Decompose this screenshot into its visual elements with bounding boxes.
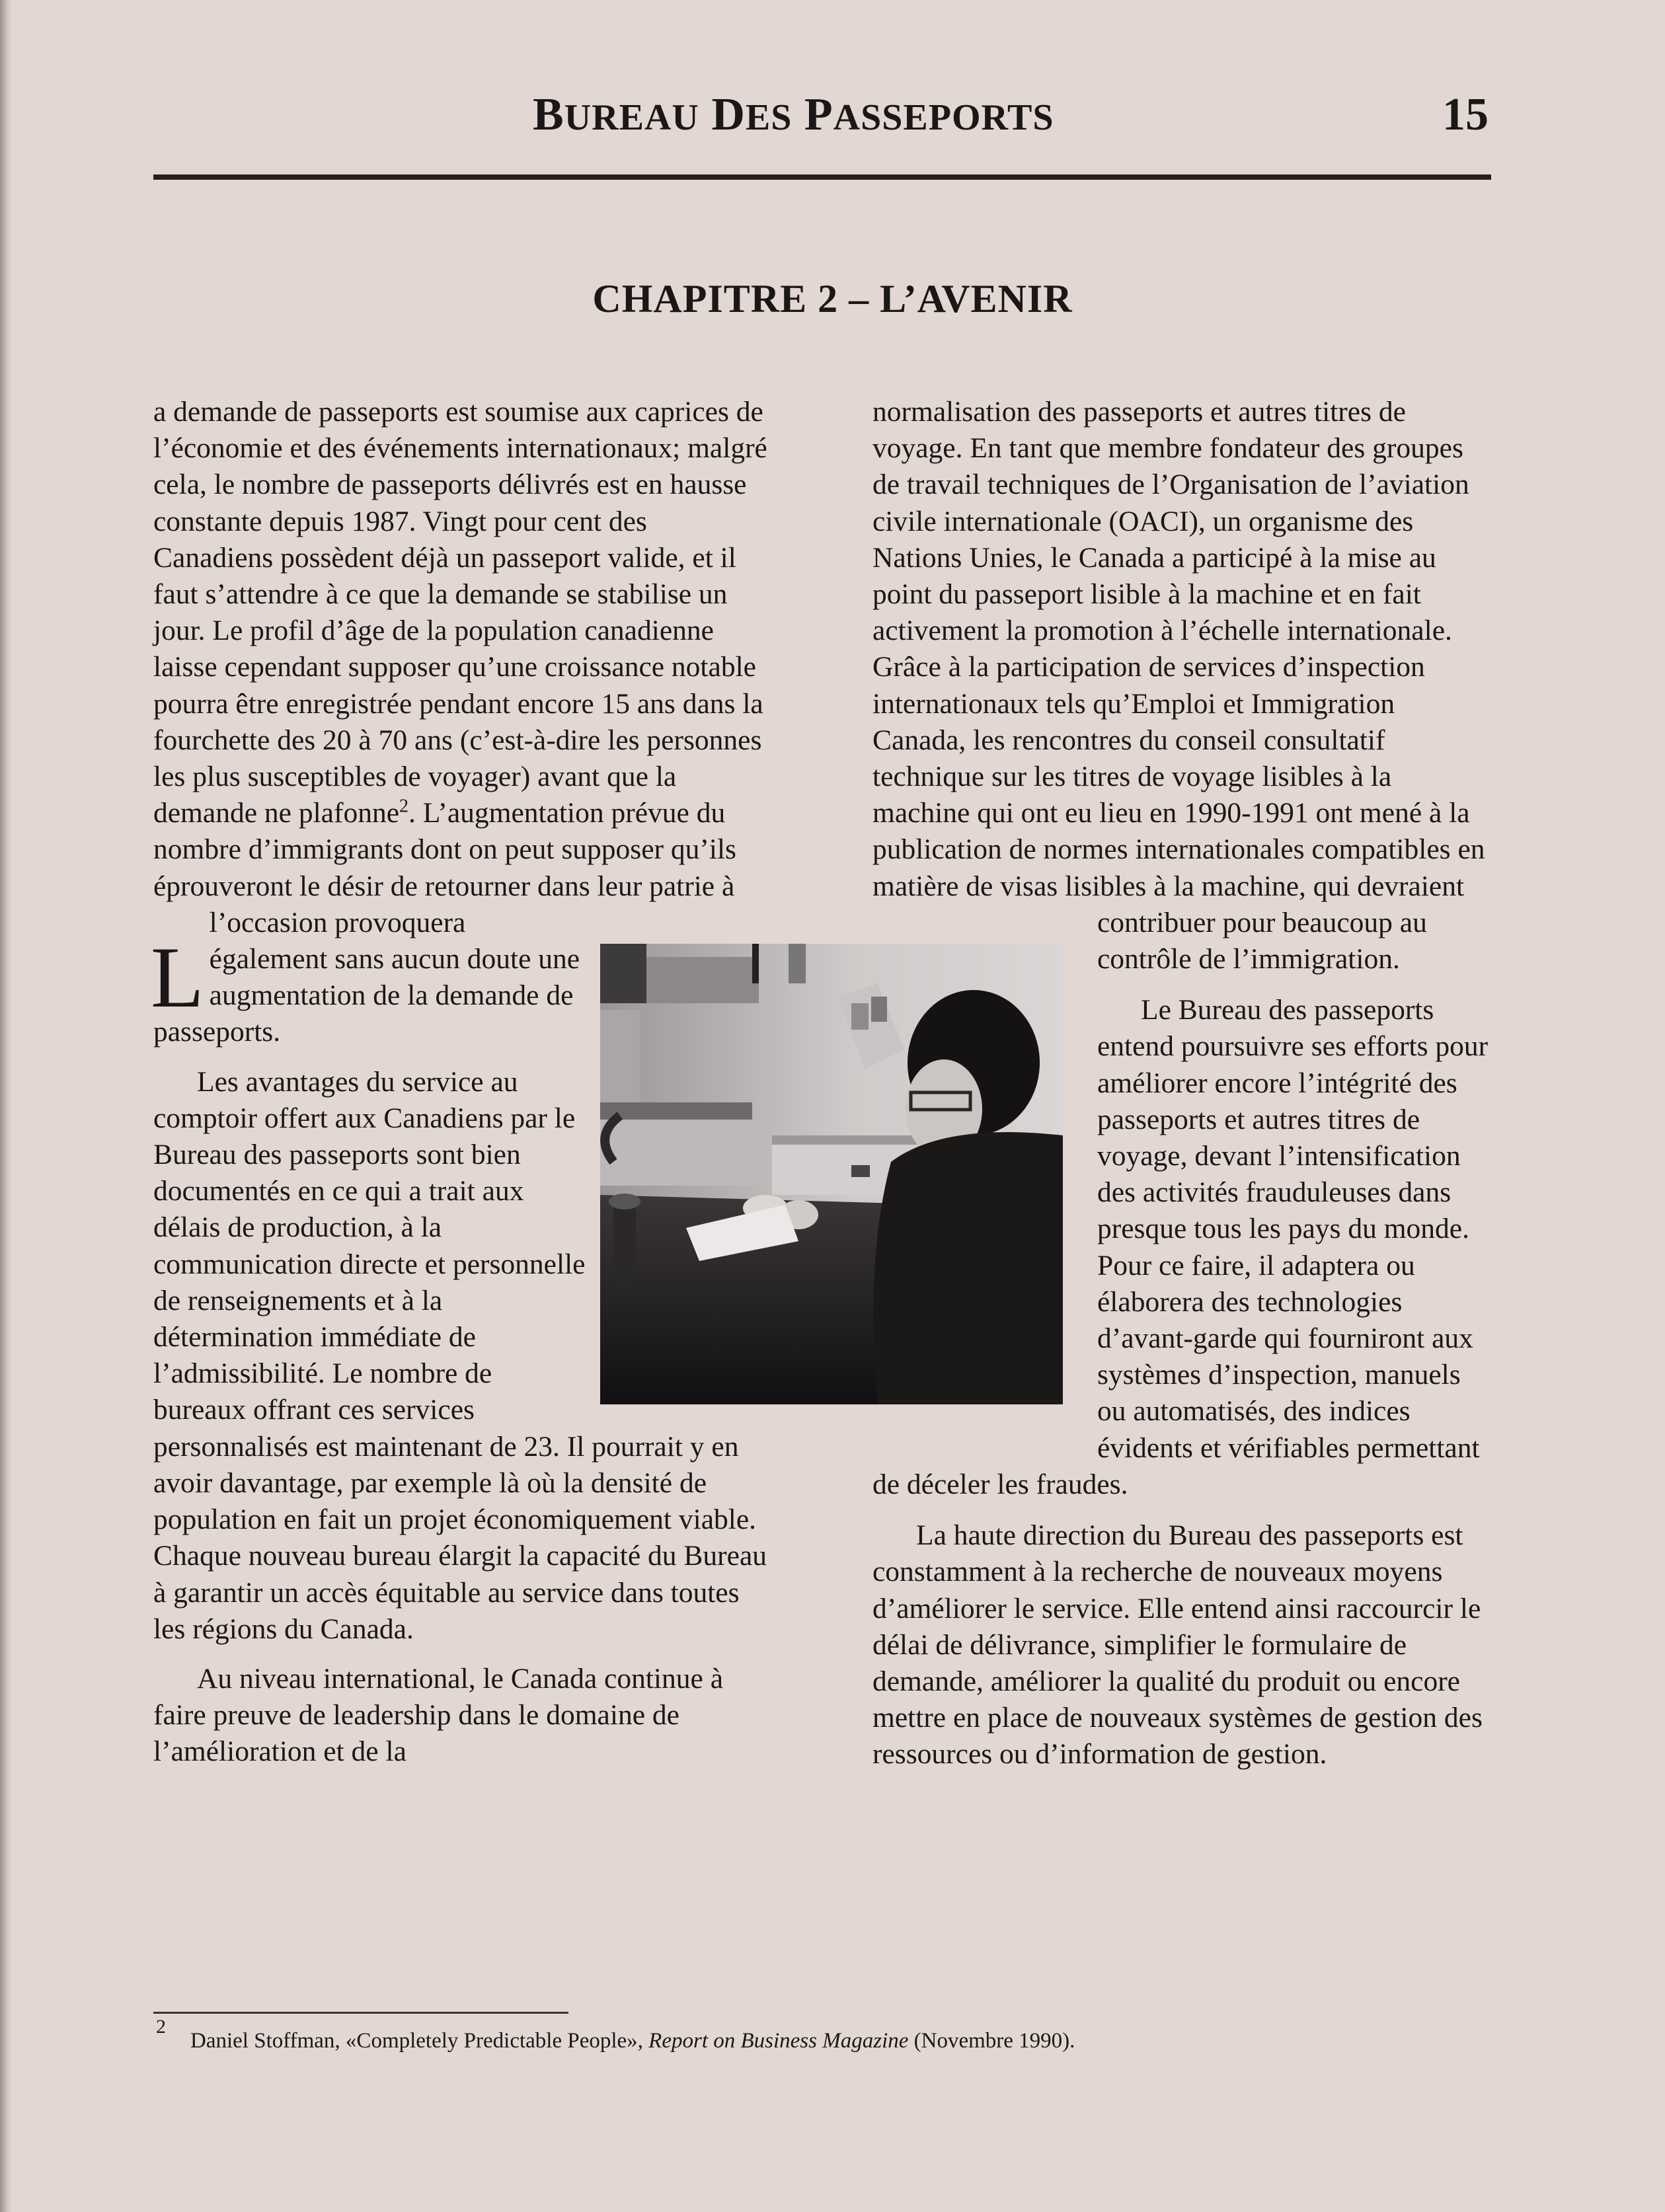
header-smallcaps: ES [745,97,793,138]
paragraph: Le Bureau des passeports entend poursuivre ses efforts pour améliorer encore l’intégrité des passeports et autres titres de voyage, devant l’intensification des activités frauduleuses dans presque tous les pays du monde. Pour ce faire, il adaptera ou élaborera des technologies d’avant-garde qui fourniront aux systèmes d’inspection, manuels ou automatisés, des indices évidents et vérifiables permettant de déceler les fraudes. [872,994,1489,1500]
paragraph-text: . L’augmentation prévue du nombre d’immigrants dont on peut supposer qu’ils éprouveront le désir de retourner dans leur patrie à l’occasion provoquera également sans aucun doute une augmentation de la demande de passeports. [153,797,736,1048]
header-letter: B [533,89,564,140]
paragraph-text: a demande de passeports est soumise aux caprices de l’économie et des événements internationaux; malgré cela, le nombre de passeports délivrés est en hausse constante depuis 1987. Vingt pour cent des Canadiens possèdent déjà un passeport valide, et il faut s’attendre à ce que la demande se stabilise un jour. Le profil d’âge de la population canadienne laisse cependant supposer qu’une croissance notable pourra être enregistrée pendant encore 15 ans dans la fourchette des 20 à 70 ans (c’est-à-dire les personnes les plus susceptibles de voyager) avant que la demande ne plafonne [153,396,767,829]
footnote-mark: 2 [156,2016,166,2038]
footnote-text [190,2029,1075,2053]
paragraph: normalisation des passeports et autres titres de voyage. En tant que membre fondateur des groupes de travail techniques de l’Organisation de l’aviation civile internationale (OACI), un organisme des Nations Unies, le Canada a participé à la mise au point du passeport lisible à la machine et en fait activement la promotion à l’échelle internationale. Grâce à la participation de services d’inspection internationaux tels qu’Emploi et Immigration Canada, les rencontres du conseil consultatif technique sur les titres de voyage lisibles à la machine qui ont eu lieu en 1990-1991 ont mené à la publication de normes internationales compatibles en matière de visas lisibles à la machine, qui devraient contribuer pour beaucoup au contrôle de l’immigration. [872,396,1485,975]
footnote-rule [153,2012,568,2014]
paragraph: Au niveau international, le Canada continue à faire preuve de leadership dans le domaine de l’amélioration et de la [153,1662,723,1768]
paragraph: Les avantages du service au comptoir offert aux Canadiens par le Bureau des passeports sont bien documentés en ce qui a trait aux délais de production, à la communication directe et personnelle de renseignements et à la détermination immédiate de l’admissibilité. Le nombre de bureaux offrant ces services personnalisés est maintenant de 23. Il pourrait y en avoir davantage, par exemple là où la densité de population en fait un projet économiquement viable. Chaque nouveau bureau élargit la capacité du Bureau à garantir un accès équitable au service dans toutes les régions du Canada. [153,1065,767,1645]
footnote-source: Report on Business Magazine [648,2029,909,2053]
header-letter: D [699,89,746,140]
header-smallcaps: UREAU [564,97,699,138]
chapter-title: CHAPITRE 2 – L’AVENIR [592,277,1073,321]
footnote-date: (Novembre 1990). [908,2029,1075,2053]
drop-cap: L [151,929,204,1026]
footnote-reference[interactable]: 2 [399,796,409,817]
header-letter: P [792,89,833,140]
footnote-author: Daniel Stoffman, «Completely Predictable People», [190,2029,649,2053]
header-smallcaps: ASSEPORTS [833,97,1054,138]
paragraph: La haute direction du Bureau des passeports est constamment à la recherche de nouveaux moyens d’améliorer le service. Elle entend ainsi raccourcir le délai de délivrance, simplifier le formulaire de demande, améliorer la qualité du produit ou encore mettre en place de nouveaux systèmes de gestion des ressources ou d’information de gestion. [872,1519,1483,1771]
page-number: 15 [1442,89,1489,140]
page-spine-shadow [0,0,12,2212]
photo-passport-officer [600,944,1063,1404]
header-rule [153,174,1491,180]
running-header-title [533,89,1054,141]
